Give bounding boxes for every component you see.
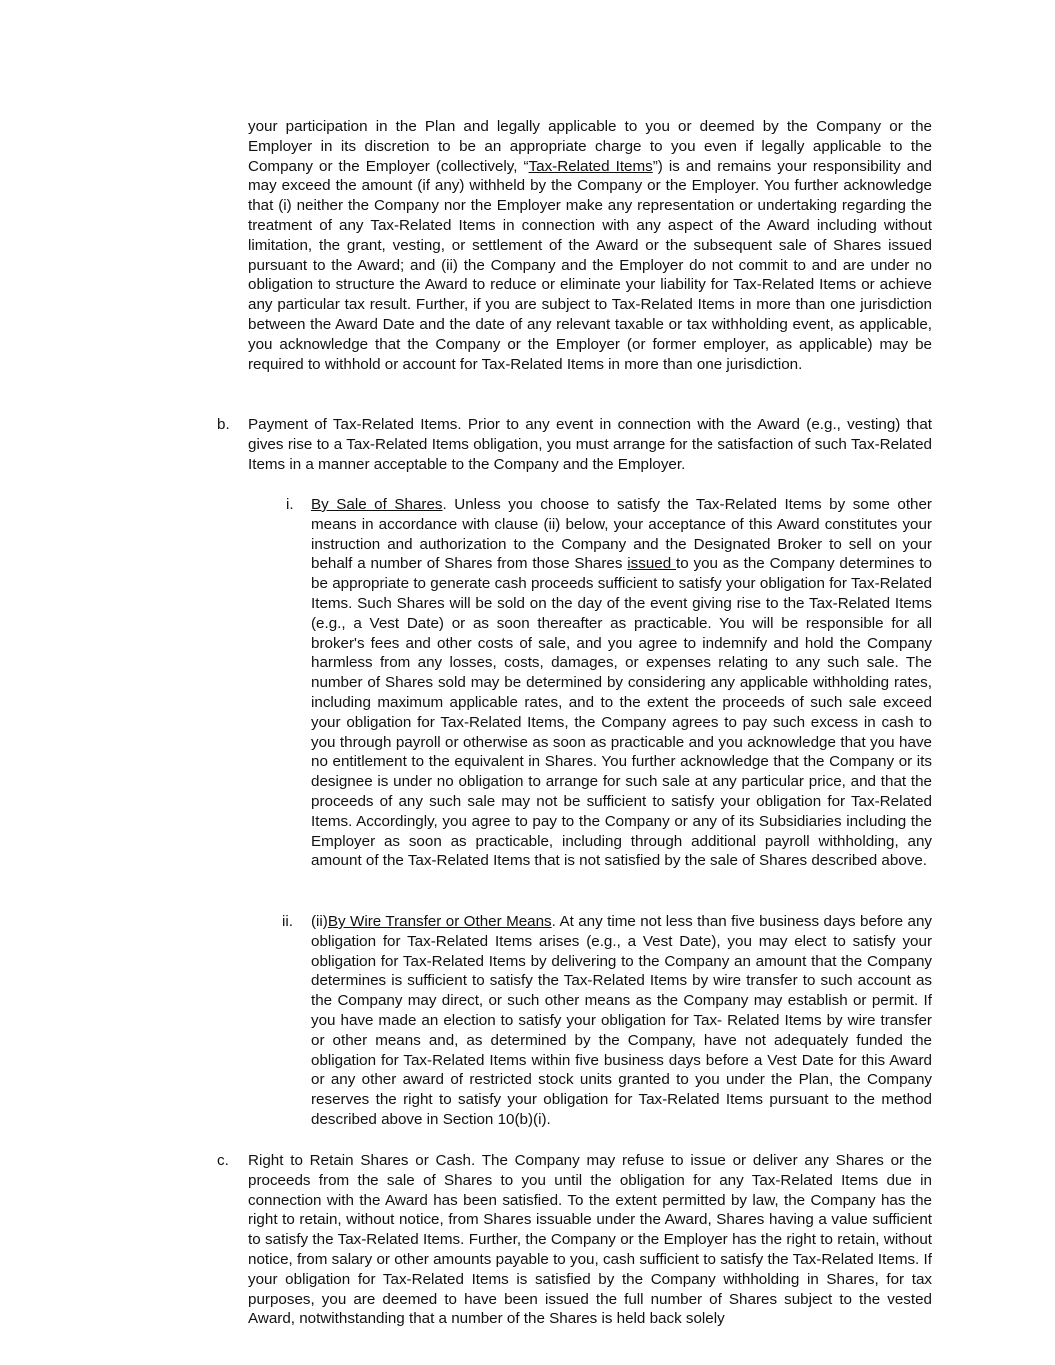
item-ii-prefix: (ii) bbox=[311, 913, 328, 930]
item-ii-text: . At any time not less than five business days before any obligation for Tax-Related Items arises (e.g., a Vest Date), you may elect to satisfy your obligation for Tax-Related Items by delivering to the Company an amount that the Company determines is sufficient to satisfy the Tax-Related Items by wire transfer to such account as the Company may direct, or such other means as the Company may establish or permit. If you have made an election to satisfy your obligation for Tax- Related Items by wire transfer or other means and, as determined by the Company, have not adequately funded the obligation for Tax-Related Items within five business days before a Vest Date for this Award or any other award of restricted stock units granted to you under the Plan, the Company reserves the right to satisfy your obligation for Tax-Related Items pursuant to the method described above in Section 10(b)(i). bbox=[311, 913, 932, 1128]
list-marker-i: i. bbox=[286, 496, 294, 513]
section-c-paragraph bbox=[248, 1151, 932, 1329]
section-c-text: Right to Retain Shares or Cash. The Company may refuse to issue or deliver any Shares or the proceeds from the sale of Shares to you until the obligation for any Tax-Related Items due in connection with the Award has been satisfied. To the extent permitted by law, the Company has the right to retain, without notice, from Shares issuable under the Award, Shares having a value sufficient to satisfy the Tax-Related Items. Further, the Company or the Employer has the right to retain, without notice, from salary or other amounts payable to you, cash sufficient to satisfy the Tax-Related Items. If your obligation for Tax-Related Items is satisfied by the Company withholding in Shares, for tax purposes, you are deemed to have been issued the full number of Shares subject to the vested Award, notwithstanding that a number of the Shares is held back solely bbox=[248, 1152, 932, 1328]
item-ii-heading: By Wire Transfer or Other Means bbox=[327, 913, 552, 930]
item-i-heading: By Sale of Shares bbox=[311, 496, 443, 513]
list-marker-ii: ii. bbox=[282, 913, 293, 930]
item-ii-paragraph bbox=[311, 912, 932, 1130]
section-b-text: Payment of Tax-Related Items. Prior to any event in connection with the Award (e.g., vesting) that gives rise to a Tax-Related Items obligation, you must arrange for the satisfaction of such Tax-Related Items in a manner acceptable to the Company and the Employer. bbox=[248, 416, 932, 473]
list-marker-b: b. bbox=[217, 416, 230, 433]
item-i-text-part-1: . Unless you choose to satisfy the Tax-Related Items by some other means in accordance with clause (ii) below, your acceptance of this Award constitutes your instruction and authorization to the Company and the Designated Broker to sell on your behalf a number of Shares from those Shares bbox=[311, 496, 932, 573]
list-marker-c: c. bbox=[217, 1152, 229, 1169]
item-i-text-part-2: to you as the Company determines to be appropriate to generate cash proceeds sufficient to satisfy your obligation for Tax-Related Items. Such Shares will be sold on the day of the event giving rise to the Tax-Related Items (e.g., a Vest Date) or as soon thereafter as practicable. You will be responsible for all broker's fees and other costs of sale, and you agree to indemnify and hold the Company harmless from any losses, costs, damages, or expenses relating to any such sale. The number of Shares sold may be determined by considering any applicable withholding rates, including maximum applicable rates, and to the extent the proceeds of such sale exceed your obligation for Tax-Related Items, the Company agrees to pay such excess in cash to you through payroll or otherwise as soon as practicable and you acknowledge that you have no entitlement to the equivalent in Shares. You further acknowledge that the Company or its designee is under no obligation to arrange for such sale at any particular price, and that the proceeds of any such sale may not be sufficient to satisfy your obligation for Tax-Related Items. Accordingly, you agree to pay to the Company or any of its Subsidiaries including the Employer as soon as practicable, including through additional payroll withholding, any amount of the Tax-Related Items that is not satisfied by the sale of Shares described above. bbox=[311, 555, 932, 870]
intro-text-before: your participation in the Plan and legally applicable to you or deemed by the Company or the Employer in its discretion to be an appropriate charge to you even if legally applicable to the Company or the Employer (collectively, “ bbox=[248, 118, 932, 175]
item-i-paragraph bbox=[311, 495, 932, 871]
intro-text-after: ”) is and remains your responsibility and may exceed the amount (if any) withheld by the Company or the Employer. You further acknowledge that (i) neither the Company nor the Employer make any representation or undertaking regarding the treatment of any Tax-Related Items in connection with any aspect of the Award including without limitation, the grant, vesting, or settlement of the Award or the subsequent sale of Shares issued pursuant to the Award; and (ii) the Company and the Employer do not commit to and are under no obligation to structure the Award to reduce or eliminate your liability for Tax-Related Items or achieve any particular tax result. Further, if you are subject to Tax-Related Items in more than one jurisdiction between the Award Date and the date of any relevant taxable or tax withholding event, as applicable, you acknowledge that the Company or the Employer (or former employer, as applicable) may be required to withhold or account for Tax-Related Items in more than one jurisdiction. bbox=[248, 157, 932, 373]
section-b-paragraph bbox=[248, 415, 932, 474]
defined-term-tax-related-items: Tax-Related Items bbox=[528, 157, 653, 175]
item-i-underlined-word: issued bbox=[627, 555, 676, 573]
intro-paragraph bbox=[248, 117, 932, 374]
